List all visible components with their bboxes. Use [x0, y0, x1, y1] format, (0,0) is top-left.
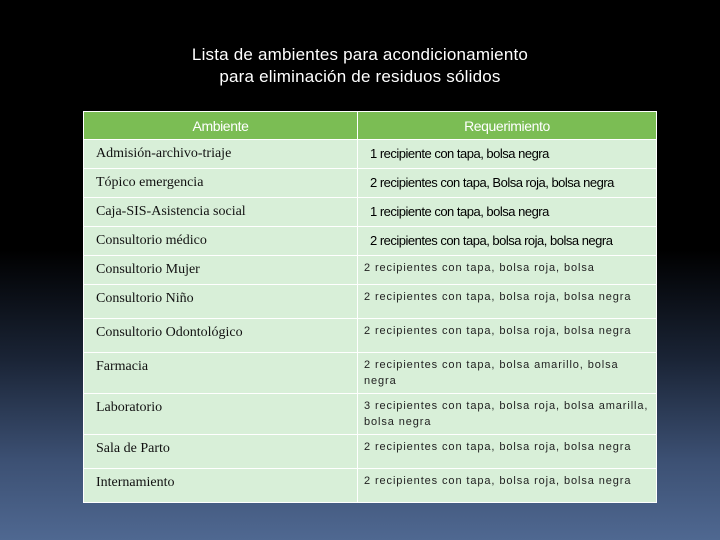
title-line-2: para eliminación de residuos sólidos: [219, 67, 501, 86]
cell-requerimiento: 2 recipientes con tapa, bolsa roja, bolsa: [358, 256, 657, 285]
table-row: [84, 227, 657, 256]
table-row: [84, 198, 657, 227]
cell-ambiente: Consultorio Odontológico: [84, 319, 358, 353]
table-row: [84, 140, 657, 169]
cell-ambiente: Consultorio Niño: [84, 285, 358, 319]
table-row: [84, 319, 657, 353]
table-row: [84, 285, 657, 319]
cell-ambiente: Laboratorio: [84, 394, 358, 435]
cell-requerimiento: 2 recipientes con tapa, bolsa roja, bolsa negra: [358, 469, 657, 503]
table-row: [84, 469, 657, 503]
header-ambiente: Ambiente: [84, 112, 358, 140]
table-row: [84, 394, 657, 435]
cell-requerimiento: 1 recipiente con tapa, bolsa negra: [358, 198, 657, 227]
slide-title: [0, 44, 720, 88]
ambientes-table: [83, 111, 657, 503]
cell-ambiente: Tópico emergencia: [84, 169, 358, 198]
cell-ambiente: Consultorio médico: [84, 227, 358, 256]
cell-requerimiento: 2 recipientes con tapa, bolsa roja, bolsa negra: [358, 435, 657, 469]
table-header-row: [84, 112, 657, 140]
table-row: [84, 435, 657, 469]
cell-ambiente: Farmacia: [84, 353, 358, 394]
cell-requerimiento: 1 recipiente con tapa, bolsa negra: [358, 140, 657, 169]
cell-requerimiento: 2 recipientes con tapa, bolsa roja, bolsa negra: [358, 319, 657, 353]
cell-requerimiento: 3 recipientes con tapa, bolsa roja, bolsa amarilla, bolsa negra: [358, 394, 657, 435]
cell-requerimiento: 2 recipientes con tapa, Bolsa roja, bolsa negra: [358, 169, 657, 198]
cell-ambiente: Internamiento: [84, 469, 358, 503]
cell-ambiente: Consultorio Mujer: [84, 256, 358, 285]
cell-requerimiento: 2 recipientes con tapa, bolsa roja, bolsa negra: [358, 285, 657, 319]
table-row: [84, 256, 657, 285]
cell-requerimiento: 2 recipientes con tapa, bolsa roja, bolsa negra: [358, 227, 657, 256]
cell-ambiente: Admisión-archivo-triaje: [84, 140, 358, 169]
cell-requerimiento: 2 recipientes con tapa, bolsa amarillo, bolsa negra: [358, 353, 657, 394]
title-line-1: Lista de ambientes para acondicionamiento: [191, 45, 529, 64]
cell-ambiente: Sala de Parto: [84, 435, 358, 469]
header-requerimiento: Requerimiento: [358, 112, 657, 140]
cell-ambiente: Caja-SIS-Asistencia social: [84, 198, 358, 227]
table-row: [84, 169, 657, 198]
table-row: [84, 353, 657, 394]
